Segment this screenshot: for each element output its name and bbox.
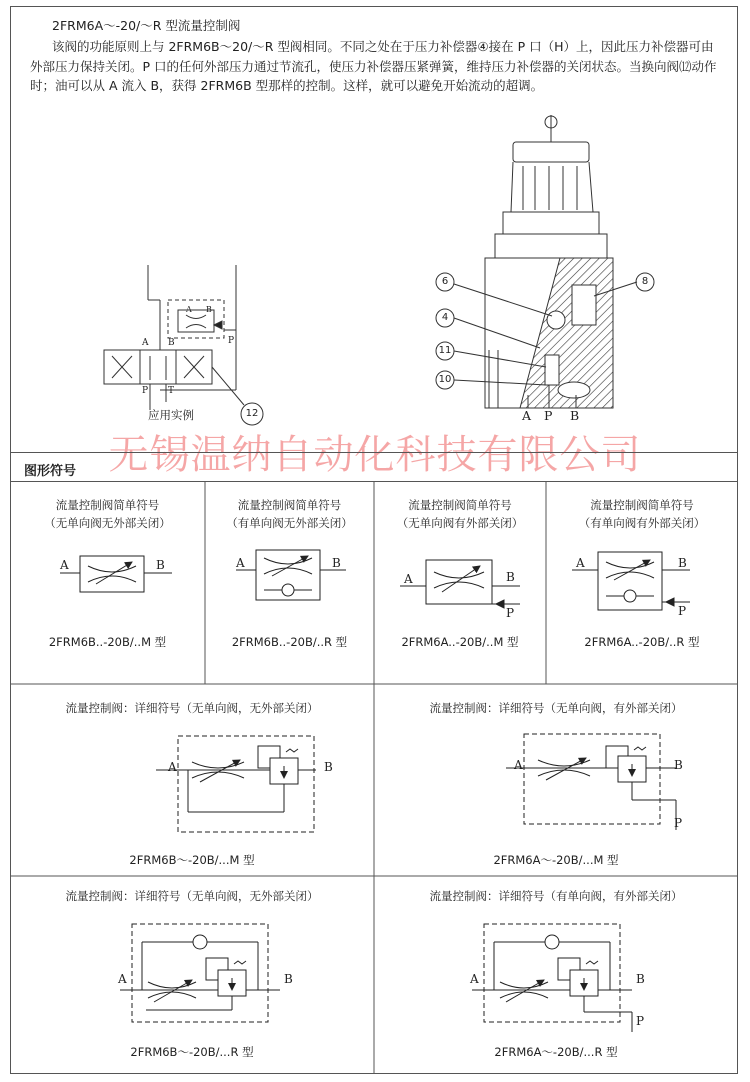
detail-2-a: A — [514, 758, 523, 772]
detail-2-title: 流量控制阀：详细符号（无单向阀，有外部关闭） — [429, 701, 683, 715]
simple-2-a: A — [236, 556, 245, 570]
application-example-label: 应用实例 — [148, 408, 194, 422]
valve-section — [436, 115, 654, 408]
detail-symbol-3 — [120, 924, 280, 1022]
detail-3-title: 流量控制阀：详细符号（无单向阀，无外部关闭） — [65, 889, 319, 903]
simple-symbol-3 — [400, 560, 520, 608]
detail-4-b: B — [636, 972, 645, 986]
callout-12: 12 — [245, 408, 259, 419]
detail-1-b: B — [324, 760, 333, 774]
port-b-label: B — [570, 408, 580, 423]
detail-symbol-1 — [156, 736, 316, 832]
application-circuit — [104, 265, 263, 425]
callout-4: 4 — [441, 312, 449, 323]
callout-11: 11 — [438, 345, 452, 356]
simple-3-title: 流量控制阀简单符号 — [408, 498, 512, 512]
detail-2-p: P — [674, 816, 683, 830]
section-title: 图形符号 — [24, 464, 77, 479]
simple-3-subtitle: （无单向阀有外部关闭） — [396, 516, 524, 530]
simple-1-model: 2FRM6B..-20B/..M 型 — [48, 635, 167, 649]
port-a-label: A — [522, 408, 532, 423]
detail-2-model: 2FRM6A～-20B/...M 型 — [493, 853, 619, 867]
simple-3-a: A — [404, 572, 413, 586]
simple-1-subtitle: （无单向阀无外部关闭） — [44, 516, 171, 530]
detail-1-a: A — [168, 760, 177, 774]
simple-1-a: A — [60, 558, 69, 572]
circuit-b-label: B — [168, 338, 175, 348]
intro-paragraph: 该阀的功能原则上与 2FRM6B～20/～R 型阀相同。不同之处在于压力补偿器④接在 P 口（H）上，因此压力补偿器可由外部压力保持关闭。P 口的任何外部压力通过节流孔，使压力补偿器压紧弹簧，维持压力补偿器的关闭状态。当换向阀⑿动作时；油可以从 A 流入 B，获得 2FRM6B 型那样的控制。这样，就可以避免开始流动的超调。 — [30, 39, 717, 93]
simple-4-a: A — [576, 556, 585, 570]
compensator-a-label: A — [186, 305, 192, 314]
detail-symbol-2 — [506, 734, 676, 830]
simple-symbol-4 — [572, 552, 690, 610]
circuit-t-label: T — [168, 386, 175, 396]
callout-6: 6 — [441, 276, 449, 287]
detail-3-a: A — [118, 972, 127, 986]
compensator-p-label: P — [228, 336, 235, 346]
simple-1-title: 流量控制阀简单符号 — [55, 498, 160, 512]
callout-8: 8 — [641, 276, 649, 287]
detail-4-model: 2FRM6A～-20B/...R 型 — [494, 1045, 618, 1059]
circuit-a-label: A — [142, 338, 149, 348]
detail-4-title: 流量控制阀：详细符号（有单向阀，有外部关闭） — [429, 889, 683, 903]
simple-1-b: B — [156, 558, 165, 572]
simple-symbol-2 — [236, 550, 346, 600]
detail-3-model: 2FRM6B～-20B/...R 型 — [130, 1045, 254, 1059]
simple-4-p: P — [678, 604, 687, 618]
simple-3-p: P — [506, 606, 515, 620]
simple-2-title: 流量控制阀简单符号 — [237, 498, 342, 512]
detail-1-title: 流量控制阀：详细符号（无单向阀，无外部关闭） — [65, 701, 319, 715]
detail-symbol-4 — [472, 924, 632, 1032]
detail-3-b: B — [284, 972, 293, 986]
circuit-p-label: P — [142, 386, 149, 396]
simple-4-b: B — [678, 556, 687, 570]
callout-10: 10 — [438, 374, 452, 385]
section-header — [10, 452, 738, 482]
simple-4-model: 2FRM6A..-20B/..R 型 — [584, 635, 700, 649]
simple-3-b: B — [506, 570, 515, 584]
simple-2-b: B — [332, 556, 341, 570]
simple-4-subtitle: （有单向阀有外部关闭） — [578, 516, 706, 530]
simple-3-model: 2FRM6A..-20B/..M 型 — [401, 635, 519, 649]
simple-2-subtitle: （有单向阀无外部关闭） — [226, 516, 353, 530]
port-p-label: P — [544, 408, 553, 423]
intro-title: 2FRM6A～-20/～R 型流量控制阀 — [52, 18, 241, 33]
detail-1-model: 2FRM6B～-20B/...M 型 — [129, 853, 255, 867]
detail-2-b: B — [674, 758, 683, 772]
detail-4-p: P — [636, 1014, 645, 1028]
company-watermark: 无锡温纳自动化科技有限公司 — [108, 432, 642, 478]
simple-2-model: 2FRM6B..-20B/..R 型 — [231, 635, 348, 649]
detail-4-a: A — [470, 972, 479, 986]
simple-4-title: 流量控制阀简单符号 — [590, 498, 694, 512]
compensator-b-label: B — [206, 305, 212, 314]
